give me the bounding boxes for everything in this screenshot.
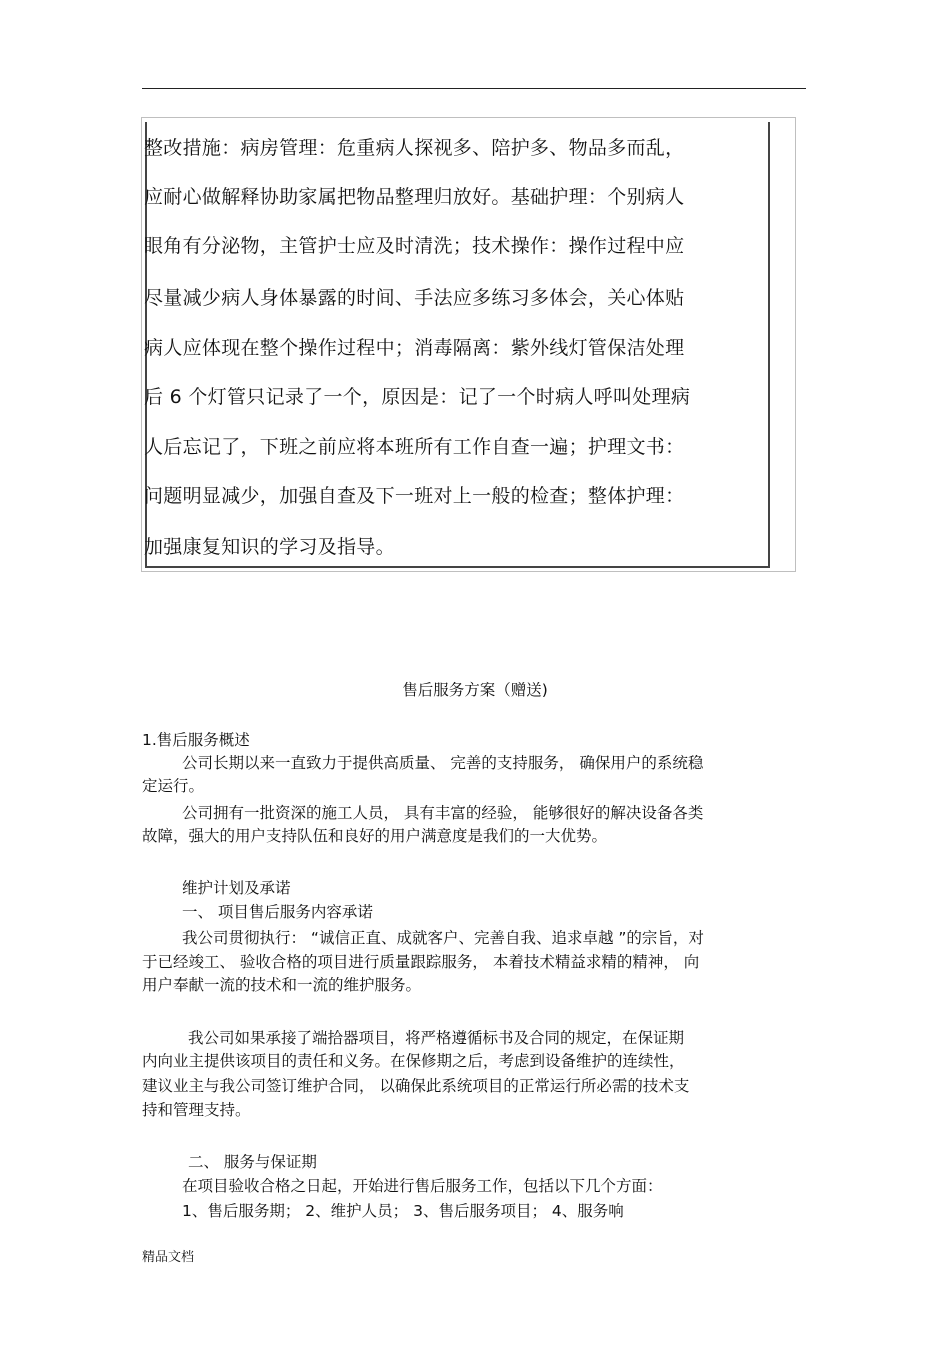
note-line: 加强康复知识的学习及指导。 xyxy=(144,536,395,558)
note-line: 后 6 个灯管只记录了一个，原因是：记了一个时病人呼叫处理病 xyxy=(144,386,691,408)
paragraph-line: 在项目验收合格之日起，开始进行售后服务工作，包括以下几个方面： xyxy=(182,1177,663,1195)
paragraph-line: 建议业主与我公司签订维护合同， 以确保此系统项目的正常运行所必需的技术支 xyxy=(142,1077,690,1095)
top-rule xyxy=(142,88,806,89)
footer-label: 精品文档 xyxy=(142,1250,195,1265)
section-heading: 1.售后服务概述 xyxy=(142,731,250,749)
document-title: 售后服务方案（赠送) xyxy=(402,681,548,699)
paragraph-line: 我公司贯彻执行： “诚信正直、成就客户、完善自我、追求卓越 ”的宗旨，对 xyxy=(182,929,704,947)
paragraph-line: 定运行。 xyxy=(142,777,205,795)
note-line: 眼角有分泌物，主管护士应及时清洗；技术操作：操作过程中应 xyxy=(144,235,685,257)
note-line: 尽量减少病人身体暴露的时间、手法应多练习多体会，关心体贴 xyxy=(144,287,685,309)
note-line: 人后忘记了，下班之前应将本班所有工作自查一遍；护理文书： xyxy=(144,436,685,458)
note-line: 病人应体现在整个操作过程中；消毒隔离：紫外线灯管保洁处理 xyxy=(144,337,685,359)
paragraph-line: 公司拥有一批资深的施工人员， 具有丰富的经验， 能够很好的解决设备各类 xyxy=(182,804,704,822)
paragraph-line: 我公司如果承接了端拾器项目，将严格遵循标书及合同的规定，在保证期 xyxy=(188,1029,685,1047)
paragraph-line: 持和管理支持。 xyxy=(142,1101,251,1119)
paragraph-line: 用户奉献一流的技术和一流的维护服务。 xyxy=(142,976,422,994)
paragraph-line: 公司长期以来一直致力于提供高质量、 完善的支持服务， 确保用户的系统稳 xyxy=(182,754,704,772)
note-line: 应耐心做解释协助家属把物品整理归放好。基础护理：个别病人 xyxy=(144,186,685,208)
subsection-heading: 一、 项目售后服务内容承诺 xyxy=(182,903,373,921)
paragraph-line: 内向业主提供该项目的责任和义务。在保修期之后，考虑到设备维护的连续性， xyxy=(142,1052,685,1070)
note-line: 问题明显减少，加强自查及下一班对上一般的检查；整体护理： xyxy=(144,485,685,507)
section-heading: 维护计划及承诺 xyxy=(182,879,291,897)
paragraph-line: 于已经竣工、 验收合格的项目进行质量跟踪服务， 本着技术精益求精的精神， 向 xyxy=(142,953,700,971)
paragraph-line: 故障，强大的用户支持队伍和良好的用户满意度是我们的一大优势。 xyxy=(142,827,608,845)
paragraph-line: 1、售后服务期； 2、维护人员； 3、售后服务项目； 4、服务响 xyxy=(182,1202,624,1220)
subsection-heading: 二、 服务与保证期 xyxy=(188,1153,317,1171)
note-line: 整改措施：病房管理：危重病人探视多、陪护多、物品多而乱， xyxy=(144,137,685,159)
